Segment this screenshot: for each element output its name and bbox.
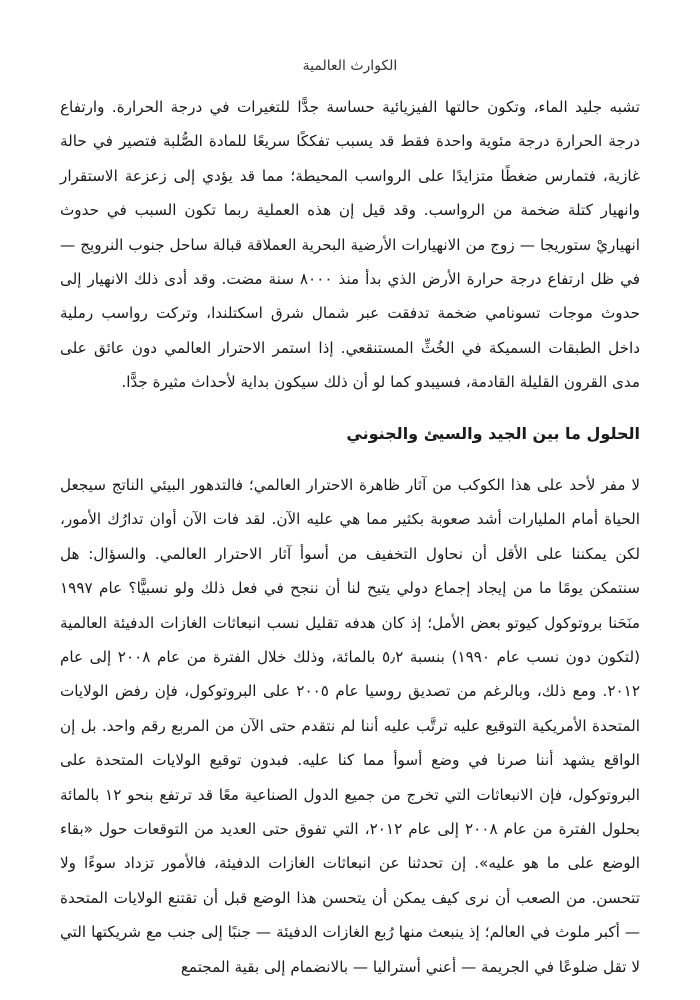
body-paragraph-2: لا مفر لأحد على هذا الكوكب من آثار ظاهرة الاحترار العالمي؛ فالتدهور البيئي الناتج سيجعل الحياة أمام المليارات أشد صعوبة بكثير مما هي عليه الآن. لقد فات الآن أوان تدارُك الأمور، لكن يمكننا على الأقل أن نحاول التخفيف من أسوأ آثار الاحترار العالمي. والسؤال: هل سنتمكن يومًا ما من إيجاد إجماع دولي يتيح لنا أن ننجح في فعل ذلك ولو نسبيًّا؟ عام ١٩٩٧ منَحَنا بروتوكول كيوتو بعض الأمل؛ إذ كان هدفه تقليل نسب انبعاثات الغازات الدفيئة العالمية (لتكون دون نسب عام ١٩٩٠) بنسبة ٥٫٢ بالمائة، وذلك خلال الفترة من عام ٢٠٠٨ إلى عام ٢٠١٢. ومع ذلك، وبالرغم من تصديق روسيا عام ٢٠٠٥ على البروتوكول، فإن رفض الولايات المتحدة الأمريكية التوقيع عليه ترتَّب عليه أننا لم نتقدم حتى الآن من المربع رقم واحد. بل إن الواقع يشهد أننا صرنا في وضع أسوأ مما كنا عليه. فبدون توقيع الولايات المتحدة على البروتوكول، فإن الانبعاثات التي تخرج من جميع الدول الصناعية معًا قد ترتفع بنحو ١٢ بالمائة بحلول الفترة من عام ٢٠٠٨ إلى عام ٢٠١٢، التي تفوق حتى العديد من التوقعات حول «بقاء الوضع على ما هو عليه». إن تحدثنا عن انبعاثات الغازات الدفيئة، فالأمور تزداد سوءًا ولا تتحسن. من الصعب أن نرى كيف يمكن أن يتحسن هذا الوضع قبل أن تقتنع الولايات المتحدة — أكبر ملوث في العالم؛ إذ ينبعث منها رُبع الغازات الدفيئة — جنبًا إلى جنب مع شريكتها التي لا تقل ضلوعًا في الجريمة — أعني أستراليا — بالانضمام إلى بقية المجتمع: [60, 476, 640, 976]
section-heading: الحلول ما بين الجيد والسيئ والجنوني: [346, 424, 640, 443]
running-header: الكوارث العالمية: [302, 58, 398, 74]
book-page: [60, 0, 640, 1000]
body-paragraph-1: تشبه جليد الماء، وتكون حالتها الفيزيائية حساسة جدًّا للتغيرات في درجة الحرارة. وارتفاع درجة الحرارة درجة مئوية واحدة فقط قد يسبب تفككًا سريعًا للمادة الصُّلبة فتصير في حالة غازية، فتمارس ضغطًا متزايدًا على الرواسب المحيطة؛ مما قد يؤدي إلى زعزعة الاستقرار وانهيار كتلة ضخمة من الرواسب. وقد قيل إن هذه العملية ربما تكون السبب في حدوث انهياريْ ستوريجا — زوج من الانهيارات الأرضية البحرية العملاقة قبالة ساحل جنوب النرويج — في ظل ارتفاع درجة حرارة الأرض الذي بدأ منذ ٨٠٠٠ سنة مضت. وقد أدى ذلك الانهيار إلى حدوث موجات تسونامي ضخمة تدفقت عبر شمال شرق اسكتلندا، وتركت رواسب رملية داخل الطبقات السميكة في الخُثِّ المستنقعي. إذا استمر الاحترار العالمي دون عائق على مدى القرون القليلة القادمة، فسيبدو كما لو أن ذلك سيكون بداية لأحداث مثيرة جدًّا.: [60, 98, 640, 392]
